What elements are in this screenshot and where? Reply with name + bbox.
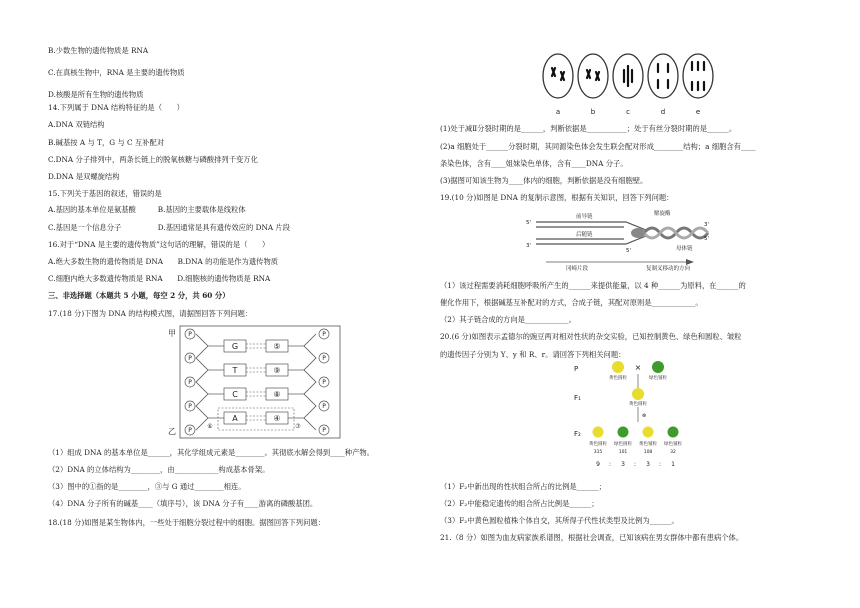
label-yi: 乙 — [168, 427, 176, 436]
gen-p: P — [574, 365, 579, 373]
gen-f1: F₁ — [574, 394, 581, 402]
q19-stem: 19.(10 分)如图是 DNA 的复制示意图，根据有关知识，回答下列问题： — [440, 193, 674, 202]
f2-count: 108 — [643, 450, 653, 455]
ratio-value: 1 — [671, 461, 675, 468]
cell-label-d: d — [660, 108, 666, 116]
q20-part1: （1）F₂中新出现的性状组合所占的比例是______； — [440, 482, 606, 491]
hydrogen-bonds — [246, 344, 266, 420]
phosphate-marker: P — [188, 355, 192, 362]
base-t: T — [232, 366, 238, 375]
q14-option-b: B.碱基按 A 与 T，G 与 C 互补配对 — [48, 138, 165, 147]
q17-part2: （2）DNA 的立体结构为________，由____________构成基本骨架。 — [48, 465, 270, 474]
f2-count: 32 — [670, 450, 676, 455]
phosphate-marker: P — [188, 403, 192, 410]
q15-options-cd: C.基因是一个信息分子 D.基因通常是具有遗传效应的 DNA 片段 — [48, 223, 291, 232]
phosphate-marker: P — [322, 379, 326, 386]
base-g: G — [231, 342, 239, 351]
phosphate-marker: P — [188, 331, 192, 338]
cell-label-c: c — [626, 108, 630, 116]
cell-e — [683, 54, 713, 98]
f1-label: 黄色圆粒 — [629, 402, 647, 407]
left-backbone — [196, 334, 208, 430]
f2-label: 黄色圆粒 — [589, 442, 607, 447]
f2-label: 绿色圆粒 — [614, 442, 632, 447]
right-backbone — [304, 334, 316, 430]
cell-b — [578, 54, 608, 98]
q20-part3: （3）F₂中黄色圆粒植株个体自交，其所得子代性状类型及比例为______。 — [440, 516, 679, 525]
ratio-value: 3 — [646, 461, 650, 468]
q20-stem: 20.(6 分)如图表示孟德尔的豌豆两对相对性状的杂交实验，已知控制黄色、绿色和圆粒、皱粒 — [440, 332, 742, 341]
base-number: ⑨ — [273, 366, 281, 375]
f2-label: 绿色皱粒 — [664, 442, 682, 447]
direction-arrow — [686, 259, 694, 265]
ratio-value: 3 — [621, 461, 625, 468]
label-fork-direction: 复制叉移动的方向 — [646, 266, 691, 272]
q17-stem: 17.(18 分)下图为 DNA 的结构模式图，请据图回答下列问题： — [48, 309, 253, 318]
q18-stem: 18.(18 分)如图是某生物体内，一些处于细胞分裂过程中的细胞。据图回答下列问题： — [48, 518, 325, 527]
q21-stem: 21.（8 分）如图为血友病家族系谱图，根据社会调查，已知该病在男女群体中都有患病个体。 — [440, 533, 744, 542]
q18-part1: (1)处于减Ⅱ分裂时期的是______，判断依据是___________；处于有丝分裂时期的是______。 — [440, 124, 737, 133]
f1-pea — [632, 388, 644, 400]
cell-label-e: e — [695, 108, 701, 116]
p-right-label: 绿色皱粒 — [649, 376, 667, 381]
cell-d — [648, 54, 678, 98]
p-yellow-pea — [612, 361, 624, 373]
prime-label: 3' — [704, 222, 710, 228]
label-parent: 母体链 — [676, 246, 693, 252]
label-leading: 前导链 — [576, 214, 593, 220]
base-number: ⑧ — [273, 390, 281, 399]
q16-options-cd: C.细胞内绝大多数遗传物质是 RNA D.细胞核的遗传物质是 RNA — [48, 274, 271, 283]
q17-part4: （4）DNA 分子所有的碱基____（填序号），该 DNA 分子有____游离的磷酸基团。 — [48, 499, 318, 508]
q19-part1: （1）该过程需要消耗细胞呼吸所产生的______来提供能量，以 4 种______为原料，在______的 — [440, 281, 746, 290]
f2-peas — [593, 427, 679, 438]
helicase-shape — [631, 228, 645, 238]
phosphate-marker: P — [322, 403, 326, 410]
phosphate-marker: P — [322, 355, 326, 362]
base-pairs — [208, 340, 304, 424]
f2-label: 黄色皱粒 — [639, 442, 657, 447]
label-okazaki: 冈崎片段 — [566, 266, 589, 272]
q20-part2: （2）F₂中能稳定遗传的组合所占比例是______； — [440, 499, 599, 508]
mark-seven: ⑦ — [295, 423, 301, 430]
f2-count: 101 — [618, 450, 628, 455]
q14-option-a: A.DNA 双链结构 — [48, 120, 105, 129]
q20-stem-cont: 的遗传因子分别为 Y、y 和 R、r。请回答下列相关问题： — [440, 350, 626, 359]
cell-label-a: a — [555, 108, 561, 116]
ratio-colon: : — [608, 461, 612, 468]
q14-option-d: D.DNA 是双螺旋结构 — [48, 172, 120, 181]
q16-stem: 16.对于“DNA 是主要的遗传物质”这句话的理解，错误的是（ ） — [48, 240, 270, 249]
cross-sign: × — [634, 363, 642, 372]
q18-part2: (2)a 细胞处于______分裂时期，其同源染色体会发生联会配对形成________结构；a 细胞含有____ — [440, 142, 756, 151]
q17-part1: （1）组成 DNA 的基本单位是______，其化学组成元素是________。其彻底水解会得到____种产物。 — [48, 448, 374, 457]
prime-label: 5' — [626, 248, 632, 254]
phosphate-marker: P — [322, 427, 326, 434]
label-lagging: 后随链 — [576, 232, 593, 238]
label-jia: 甲 — [168, 329, 176, 338]
selfing-sign: ⊗ — [642, 413, 647, 419]
base-number: ④ — [273, 414, 281, 423]
ratio-colon: : — [633, 461, 637, 468]
prime-label: 5' — [704, 236, 710, 242]
q13-option-c: C.在真核生物中，RNA 是主要的遗传物质 — [48, 68, 185, 77]
gen-f2: F₂ — [574, 430, 581, 438]
section-three-heading: 三、非选择题（本题共 5 小题，每空 2 分，共 60 分） — [48, 291, 230, 300]
q15-options-ab: A.基因的基本单位是氨基酸 B.基因的主要载体是线粒体 — [48, 205, 246, 214]
cell-division-figure — [540, 50, 715, 118]
chromosomes — [552, 62, 704, 90]
p-green-pea — [652, 361, 664, 373]
dna-replication-figure — [526, 206, 716, 272]
f2-count: 315 — [593, 450, 603, 455]
cell-label-b: b — [590, 108, 596, 116]
cell-a — [543, 54, 573, 98]
q19-part1-cont: 催化作用下，根据碱基互补配对的方式，合成子链，其配对原则是____________。 — [440, 298, 703, 307]
q13-option-d: D.核酸是所有生物的遗传物质 — [48, 90, 144, 99]
phosphate-marker: P — [322, 331, 326, 338]
q15-stem: 15.下列关于基因的叙述，错误的是 — [48, 189, 162, 198]
phosphate-marker: P — [188, 379, 192, 386]
q16-options-ab: A.绝大多数生物的遗传物质是 DNA B.DNA 的功能是作为遗传物质 — [48, 257, 279, 266]
mark-six: ⑥ — [207, 423, 213, 430]
p-left-label: 黄色圆粒 — [609, 376, 627, 381]
q13-option-b: B.少数生物的遗传物质是 RNA — [48, 46, 149, 55]
dna-structure-figure — [166, 324, 346, 442]
ratio-colon: : — [658, 461, 662, 468]
base-c: C — [232, 390, 238, 399]
q19-part2: （2）其子链合成的方向是____________。 — [440, 315, 576, 324]
q17-part3: （3）图中的①指的是________，③与 G 通过________相连。 — [48, 482, 246, 491]
label-helicase: 解旋酶 — [654, 211, 671, 217]
prime-label: 5' — [526, 220, 532, 226]
q14-option-c: C.DNA 分子排列中，两条长链上的脱氧核糖与磷酸排列千变万化 — [48, 155, 258, 164]
base-a: A — [232, 414, 238, 423]
q18-part3: (3)据图可知该生物为____体内的细胞，判断依据是没有细胞壁。 — [440, 176, 648, 185]
phosphate-marker: P — [188, 427, 192, 434]
mendel-cross-figure — [568, 360, 688, 472]
base-number: ⑤ — [273, 342, 281, 351]
q14-stem: 14.下列属于 DNA 结构特征的是（ ） — [48, 103, 184, 112]
ratio-value: 9 — [596, 461, 600, 468]
q18-part2-cont: 条染色体，含有____姐妹染色单体，含有____DNA 分子。 — [440, 159, 628, 168]
prime-label: 3' — [526, 243, 532, 249]
